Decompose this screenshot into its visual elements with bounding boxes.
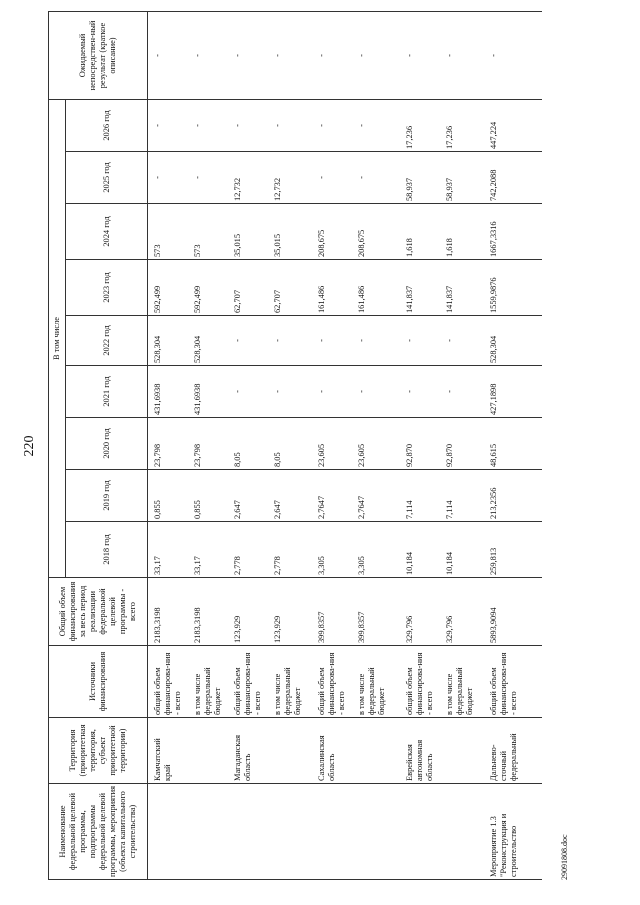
header-total: Общий объем финансирования за весь период реализации федеральной целевой программы - всего [49,578,148,646]
header-year-2021: 2021 год [66,366,148,418]
row-year-cell: - [312,316,356,366]
row-year-cell: - [356,152,400,204]
table-row [148,11,192,879]
rotated-page-content [20,12,578,880]
row-result-cell: - [272,11,312,99]
row-year-cell: 431,6938 [192,366,228,418]
row-year-cell: 23,798 [192,418,228,470]
row-year-cell: 0,855 [192,470,228,522]
row-year-cell: - [192,99,228,151]
row-year-cell: 12,732 [272,152,312,204]
row-territory-cell: Магаданская область [228,718,272,784]
row-name-cell: Мероприятие 1.3 "Реконструкция и строительство [484,784,542,880]
row-year-cell: 431,6938 [148,366,192,418]
row-year-cell: 92,870 [444,418,484,470]
row-year-cell: - [228,316,272,366]
header-year-2025: 2025 год [66,152,148,204]
row-year-cell: 259,813 [484,522,542,578]
row-name-cell [312,784,356,880]
header-in-that: В том числе [49,99,66,577]
row-year-cell: 17,236 [444,99,484,151]
row-year-cell: 528,304 [192,316,228,366]
row-year-cell: 58,937 [444,152,484,204]
row-source-cell: общий объем финансирова-ния - всего [228,646,272,718]
row-year-cell: 23,605 [356,418,400,470]
row-year-cell: 213,2356 [484,470,542,522]
row-source-cell: в том числе федеральный бюджет [192,646,228,718]
row-result-cell: - [400,11,444,99]
row-result-cell: - [312,11,356,99]
table-row [400,11,444,879]
row-territory-cell [192,718,228,784]
header-year-2024: 2024 год [66,204,148,260]
header-year-2022: 2022 год [66,316,148,366]
header-year-2019: 2019 год [66,470,148,522]
row-year-cell: 8,05 [228,418,272,470]
row-name-cell [192,784,228,880]
row-total-cell: 399,8357 [356,578,400,646]
row-result-cell: - [192,11,228,99]
header-year-2023: 2023 год [66,260,148,316]
header-source: Источники финансирования [49,646,148,718]
row-year-cell: 7,114 [444,470,484,522]
row-year-cell: 12,732 [228,152,272,204]
table-row [444,11,484,879]
header-row-1 [49,11,66,879]
row-year-cell: 23,798 [148,418,192,470]
footer-code: 29091808.doc [560,834,569,880]
row-year-cell: 3,305 [356,522,400,578]
row-year-cell: - [444,366,484,418]
row-name-cell [148,784,192,880]
row-source-cell: общий объем финансирова-ния - всего [484,646,542,718]
row-source-cell: общий объем финансирова-ния - всего [400,646,444,718]
row-name-cell [228,784,272,880]
row-year-cell: - [272,99,312,151]
row-year-cell: 62,707 [272,260,312,316]
row-year-cell: 3,305 [312,522,356,578]
row-year-cell: 62,707 [228,260,272,316]
row-total-cell: 399,8357 [312,578,356,646]
row-territory-cell [272,718,312,784]
row-result-cell: - [484,11,542,99]
row-result-cell: - [148,11,192,99]
row-name-cell [272,784,312,880]
row-year-cell: 92,870 [400,418,444,470]
table-row [312,11,356,879]
row-year-cell: 23,605 [312,418,356,470]
row-name-cell [400,784,444,880]
row-year-cell: 592,499 [148,260,192,316]
row-total-cell: 2183,3198 [192,578,228,646]
table-row [192,11,228,879]
row-year-cell: - [148,99,192,151]
row-year-cell: 1667,3316 [484,204,542,260]
row-source-cell: в том числе федеральный бюджет [272,646,312,718]
row-year-cell: 208,675 [356,204,400,260]
row-result-cell: - [228,11,272,99]
row-year-cell: - [272,316,312,366]
row-year-cell: 592,499 [192,260,228,316]
row-year-cell: 141,837 [444,260,484,316]
table-body [148,11,542,879]
table-row [228,11,272,879]
row-territory-cell: Камчатский край [148,718,192,784]
row-year-cell: 2,7647 [312,470,356,522]
row-total-cell: 2183,3198 [148,578,192,646]
row-territory-cell: Дальнево-сточный федеральный [484,718,542,784]
row-year-cell: 58,937 [400,152,444,204]
header-year-2026: 2026 год [66,99,148,151]
row-year-cell: 427,1898 [484,366,542,418]
row-year-cell: 10,184 [444,522,484,578]
row-year-cell: - [272,366,312,418]
row-result-cell: - [356,11,400,99]
row-year-cell: - [148,152,192,204]
row-year-cell: 1559,9876 [484,260,542,316]
header-name: Наименование федеральной целевой программы, подпрограммы федеральной целевой программы, мероприятия (объекта капитального строительства) [49,784,148,880]
row-total-cell: 5893,9094 [484,578,542,646]
row-year-cell: 528,304 [484,316,542,366]
row-year-cell: - [312,99,356,151]
table-row [356,11,400,879]
row-year-cell: 528,304 [148,316,192,366]
row-year-cell: 35,015 [228,204,272,260]
row-source-cell: в том числе федеральный бюджет [444,646,484,718]
row-year-cell: - [312,366,356,418]
row-total-cell: 123,929 [272,578,312,646]
header-territory: Территория (приоритетная территория, субъект приоритетной территории) [49,718,148,784]
row-year-cell: 1,618 [444,204,484,260]
table-row [484,11,542,879]
row-year-cell: 2,647 [228,470,272,522]
row-year-cell: - [192,152,228,204]
row-name-cell [444,784,484,880]
row-year-cell: 2,778 [272,522,312,578]
row-source-cell: в том числе федеральный бюджет [356,646,400,718]
row-total-cell: 329,796 [400,578,444,646]
row-year-cell: - [228,366,272,418]
row-year-cell: 7,114 [400,470,444,522]
row-year-cell: 161,486 [356,260,400,316]
row-year-cell: 1,618 [400,204,444,260]
page-number: 220 [22,435,37,457]
row-year-cell: - [356,366,400,418]
header-year-2018: 2018 год [66,522,148,578]
row-year-cell: 8,05 [272,418,312,470]
row-year-cell: 2,7647 [356,470,400,522]
row-territory-cell: Еврейская автономная область [400,718,444,784]
row-year-cell: 161,486 [312,260,356,316]
row-year-cell: 742,2088 [484,152,542,204]
financing-table [48,11,542,880]
row-year-cell: 10,184 [400,522,444,578]
row-year-cell: 0,855 [148,470,192,522]
row-year-cell: - [228,99,272,151]
row-year-cell: - [356,99,400,151]
row-year-cell: 35,015 [272,204,312,260]
row-result-cell: - [444,11,484,99]
row-year-cell: 141,837 [400,260,444,316]
row-year-cell: 573 [148,204,192,260]
header-result: Ожидаемый непосредствен-ный результат (краткое описание) [49,11,148,99]
row-year-cell: 447,224 [484,99,542,151]
row-year-cell: 208,675 [312,204,356,260]
row-territory-cell [444,718,484,784]
row-name-cell [356,784,400,880]
row-territory-cell [356,718,400,784]
row-year-cell: - [312,152,356,204]
row-year-cell: - [356,316,400,366]
row-source-cell: общий объем финансирова-ния - всего [312,646,356,718]
row-year-cell: - [400,316,444,366]
row-year-cell: - [400,366,444,418]
row-year-cell: 48,615 [484,418,542,470]
row-year-cell: 2,647 [272,470,312,522]
row-year-cell: - [444,316,484,366]
row-year-cell: 33,17 [148,522,192,578]
row-year-cell: 2,778 [228,522,272,578]
row-year-cell: 573 [192,204,228,260]
row-year-cell: 17,236 [400,99,444,151]
header-year-2020: 2020 год [66,418,148,470]
table-row [272,11,312,879]
row-total-cell: 329,796 [444,578,484,646]
row-territory-cell: Сахалинская область [312,718,356,784]
row-source-cell: общий объем финансирова-ния - всего [148,646,192,718]
row-year-cell: 33,17 [192,522,228,578]
row-total-cell: 123,929 [228,578,272,646]
